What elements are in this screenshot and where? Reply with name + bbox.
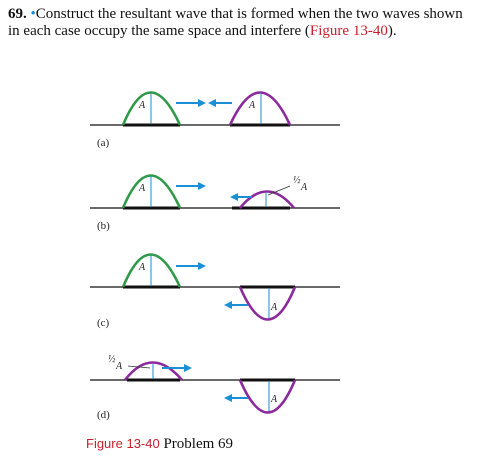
panel-label: (a) — [97, 137, 110, 149]
amplitude-fraction: ½ — [108, 354, 116, 365]
difficulty-bullet: • — [30, 6, 36, 22]
panel-b — [90, 175, 340, 232]
problem-text-end: ). — [387, 23, 397, 39]
amplitude-label: A — [139, 100, 146, 111]
panel-d — [90, 354, 340, 421]
panel-label: (d) — [97, 409, 110, 421]
arrow-right-head — [198, 182, 206, 190]
figure-caption — [86, 436, 233, 453]
amplitude-label: A — [139, 262, 146, 273]
right-wave-pulse — [240, 287, 295, 320]
amplitude-symbol: A — [116, 361, 123, 372]
right-wave-pulse — [240, 380, 295, 413]
amplitude-label: A — [139, 183, 146, 194]
panel-label: (c) — [97, 317, 110, 329]
arrow-left-head — [208, 99, 216, 107]
arrow-left-head — [224, 394, 232, 402]
caption-figure-label: Figure 13-40 — [86, 436, 160, 451]
arrow-right-head — [198, 262, 206, 270]
panel-label: (b) — [97, 220, 110, 232]
amplitude-label: A — [271, 302, 278, 313]
arrow-right-head — [198, 99, 206, 107]
amplitude-label: A — [249, 100, 256, 111]
figure-reference-link[interactable]: Figure 13-40 — [309, 23, 388, 39]
arrow-left-head — [224, 301, 232, 309]
caption-text: Problem 69 — [163, 436, 234, 452]
arrow-left-head — [230, 193, 238, 201]
amplitude-symbol: A — [301, 182, 308, 193]
amplitude-label: A — [271, 394, 278, 405]
problem-number: 69. — [8, 6, 27, 22]
panel-a — [90, 93, 340, 150]
amplitude-fraction: ½ — [293, 175, 301, 186]
problem-text: Construct the resultant wave that is formed when the two waves shown in each case occupy the same space and interfere ( — [8, 6, 463, 39]
arrow-right-head — [184, 364, 192, 372]
right-wave-pulse — [230, 93, 290, 126]
right-wave-pulse — [240, 192, 294, 209]
panel-c — [90, 255, 340, 330]
